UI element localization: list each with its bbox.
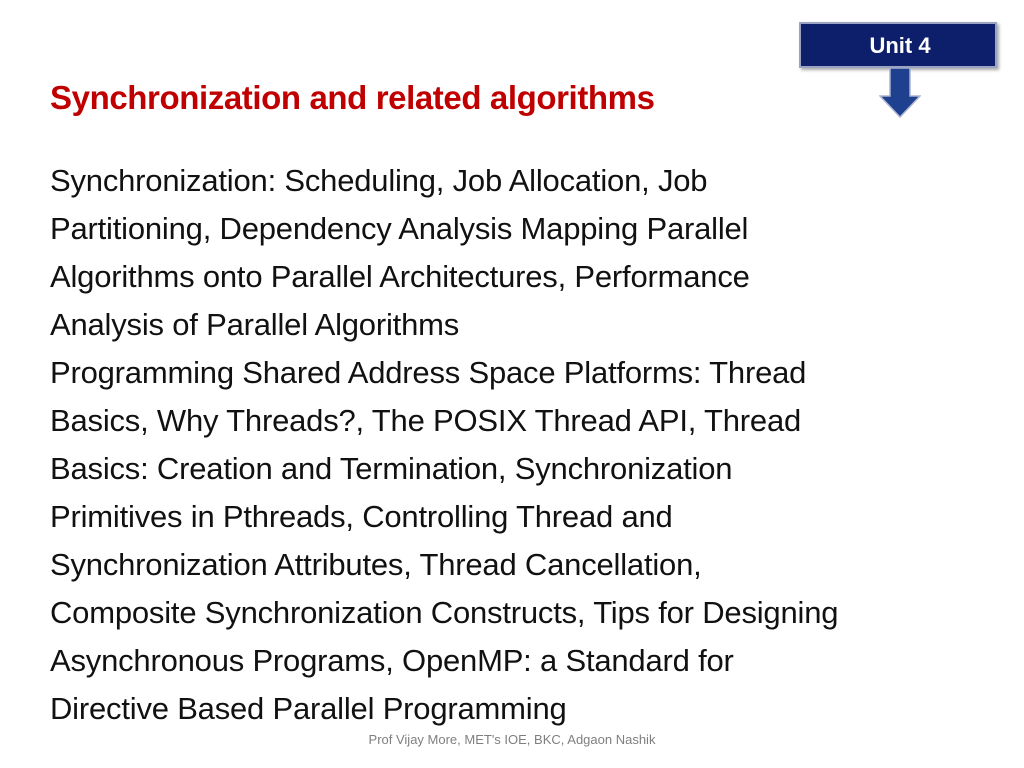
body-line: Synchronization Attributes, Thread Cancellation,: [50, 547, 702, 582]
body-line: Basics, Why Threads?, The POSIX Thread API, Thread: [50, 403, 802, 438]
body-line: Directive Based Parallel Programming: [50, 691, 567, 726]
body-text: [50, 157, 990, 733]
body-line: Partitioning, Dependency Analysis Mapping Parallel: [50, 211, 749, 246]
body-line: Analysis of Parallel Algorithms: [50, 307, 460, 342]
footer-credit: Prof Vijay More, MET's IOE, BKC, Adgaon Nashik: [368, 732, 656, 747]
body-line: Primitives in Pthreads, Controlling Thread and: [50, 499, 673, 534]
unit-badge: [799, 22, 1001, 72]
body-line: Synchronization: Scheduling, Job Allocation, Job: [50, 163, 708, 198]
body-line: Basics: Creation and Termination, Synchronization: [50, 451, 733, 486]
body-line: Asynchronous Programs, OpenMP: a Standard for: [50, 643, 734, 678]
body-line: Programming Shared Address Space Platforms: Thread: [50, 355, 807, 390]
unit-badge-label: Unit 4: [869, 33, 931, 58]
slide-title: Synchronization and related algorithms: [50, 79, 655, 116]
body-line: Algorithms onto Parallel Architectures, Performance: [50, 259, 750, 294]
body-line: Composite Synchronization Constructs, Tips for Designing: [50, 595, 839, 630]
down-arrow-icon: [879, 68, 921, 120]
unit-badge-box: [799, 22, 997, 68]
